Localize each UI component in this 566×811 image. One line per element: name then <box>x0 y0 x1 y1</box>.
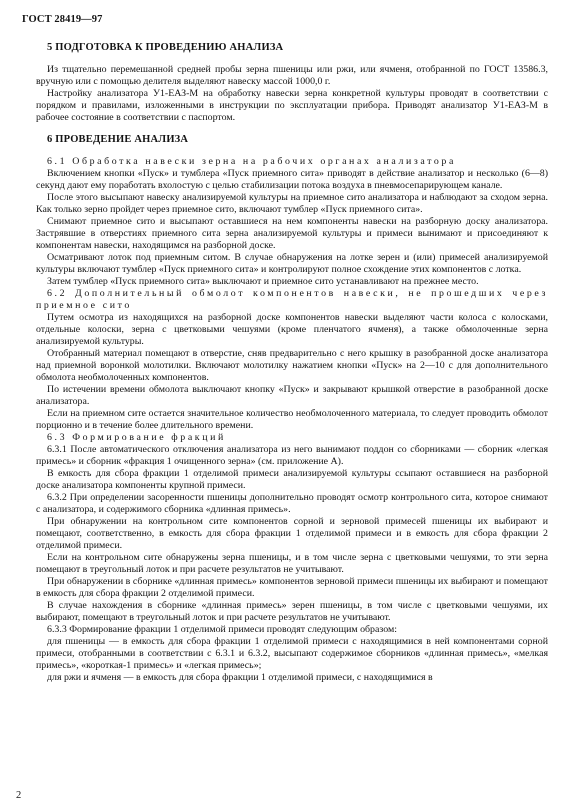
paragraph: Если на приемном сите остается значительное количество необмолоченного материала, то следует проводить обмолот порционно и в течение более длительного времени. <box>36 408 548 431</box>
paragraph: При обнаружении на контрольном сите компонентов сорной и зерновой примесей пшеницы их выбирают и помещают, соответственно, в емкость для сбора фракции 1 отделимой примеси и в емкость для сбора фракции 2 отделимой примеси. <box>36 516 548 551</box>
paragraph: При обнаружении в сборнике «длинная примесь» компонентов зерновой примеси пшеницы их выбирают и помещают в емкость для сбора фракции 2 отделимой примеси. <box>36 576 548 599</box>
paragraph: для ржи и ячменя — в емкость для сбора фракции 1 отделимой примеси, с находящимися в <box>47 672 433 683</box>
paragraph: Путем осмотра из находящихся на разборной доске компонентов навески выделяют части колоса с колосками, отдельные колоски, зерна с цветковыми чешуями (кроме пленчатого ячменя), а также обмолоченные зерна анализируемой культуры. <box>36 312 548 347</box>
subsection-6-1-heading: 6.1 Обработка навески зерна на рабочих органах анализатора <box>47 156 456 167</box>
page-content <box>36 40 548 684</box>
paragraph: 6.3.3 Формирование фракции 1 отделимой примеси проводят следующим образом: <box>47 624 397 635</box>
paragraph: Из тщательно перемешанной средней пробы зерна пшеницы или ржи, или ячменя, отобранной по ГОСТ 13586.3, вручную или с помощью делителя выделяют навеску массой 1000,0 г. <box>36 64 548 87</box>
paragraph: Настройку анализатора У1-ЕАЗ-М на обработку навески зерна конкретной культуры проводят в соответствии с порядком и правилами, изложенными в инструкции по эксплуатации прибора. Приводят анализатор У1-ЕАЗ-М в рабочее состояние в соответствии с паспортом. <box>36 88 548 123</box>
paragraph: После этого высыпают навеску анализируемой культуры на приемное сито анализатора и наблюдают за сходом зерна. Как только зерно пройдет через приемное сито, включают тумблер «Пуск приемного сита». <box>36 192 548 215</box>
paragraph: В емкость для сбора фракции 1 отделимой примеси анализируемой культуры ссыпают оставшиеся на разборной доске анализатора компоненты крупной примеси. <box>36 468 548 491</box>
paragraph: Если на контрольном сите обнаружены зерна пшеницы, и в том числе зерна с цветковыми чешуями, то эти зерна помещают в треугольный лоток и при расчете результатов не учитывают. <box>36 552 548 575</box>
paragraph: В случае нахождения в сборнике «длинная примесь» зерен пшеницы, в том числе с цветковыми чешуями, их выбирают, помещают в треугольный лоток и при расчете результатов не учитывают. <box>36 600 548 623</box>
paragraph: Включением кнопки «Пуск» и тумблера «Пуск приемного сита» приводят в действие анализатор и несколько (6—8) секунд дают ему поработать вхолостую с целью стабилизации потока воздуха в пневмосепарирующем канале. <box>36 168 548 191</box>
subsection-6-3-heading: 6.3 Формирование фракций <box>47 432 226 443</box>
paragraph: 6.3.1 После автоматического отключения анализатора из него вынимают поддон со сборниками — сборник «легкая примесь» и сборник «фракция 1 очищенного зерна» (см. приложение А). <box>36 444 548 467</box>
paragraph: 6.3.2 При определении засоренности пшеницы дополнительно проводят осмотр контрольного сита, которое снимают с анализатора, и содержимого сборника «длинная примесь». <box>36 492 548 515</box>
subsection-6-2-heading: 6.2 Дополнительный обмолот компонентов навески, не прошедших через приемное сито <box>36 288 548 311</box>
running-header: ГОСТ 28419—97 <box>22 14 103 25</box>
section-6-heading: 6 ПРОВЕДЕНИЕ АНАЛИЗА <box>47 134 189 145</box>
page-number: 2 <box>16 790 22 801</box>
paragraph: Осматривают лоток под приемным ситом. В случае обнаружения на лотке зерен и (или) примесей анализируемой культуры включают тумблер «Пуск приемного сита» и контролируют полное схождение этих компонентов с лотка. <box>36 252 548 275</box>
paragraph: По истечении времени обмолота выключают кнопку «Пуск» и закрывают крышкой отверстие в разобранной доске анализатора. <box>36 384 548 407</box>
section-5-heading: 5 ПОДГОТОВКА К ПРОВЕДЕНИЮ АНАЛИЗА <box>47 42 284 53</box>
paragraph: Затем тумблер «Пуск приемного сита» выключают и приемное сито устанавливают на прежнее место. <box>47 276 479 287</box>
paragraph: для пшеницы — в емкость для сбора фракции 1 отделимой примеси с находящимися в ней компонентами сорной примеси, отобранными в соответствии с 6.3.1 и 6.3.2, высыпают содержимое сборников «длинная примесь», «мелкая примесь», «короткая-1 примесь» и «легкая примесь»; <box>36 636 548 671</box>
paragraph: Снимают приемное сито и высыпают оставшиеся на нем компоненты навески на разборную доску анализатора. Застрявшие в отверстиях приемного сита зерна анализируемой культуры и примеси вынимают и присоединяют к компонентам навески, находящимся на разборной доске. <box>36 216 548 251</box>
paragraph: Отобранный материал помещают в отверстие, сняв предварительно с него крышку в разобранной доске анализатора над приемной воронкой молотилки. Включают молотилку нажатием кнопки «Пуск» на 2—10 с для дополнительного обмолота необмолоченных компонентов. <box>36 348 548 383</box>
